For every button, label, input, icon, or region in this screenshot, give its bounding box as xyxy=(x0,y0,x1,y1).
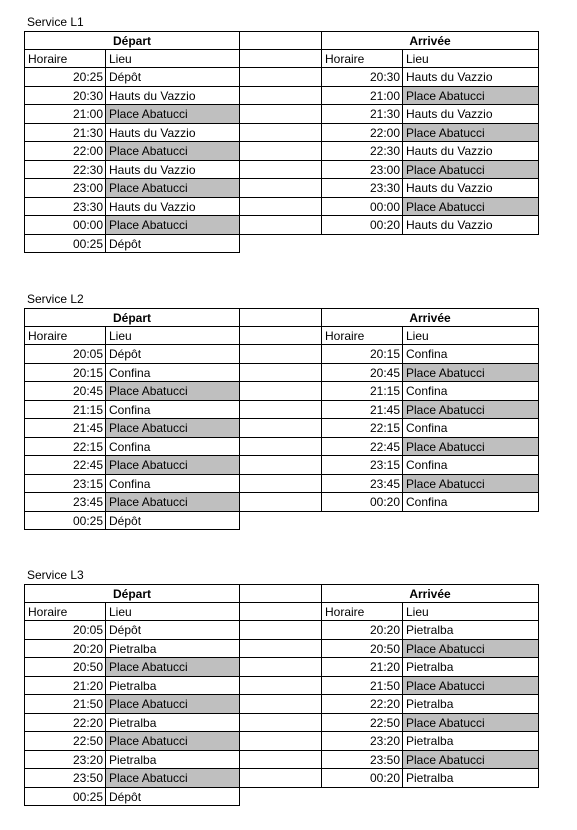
depart-time: 22:00 xyxy=(24,142,105,161)
depart-place: Place Abatucci xyxy=(105,769,240,788)
depart-time: 22:50 xyxy=(24,732,105,751)
arrivee-place: Confina xyxy=(402,382,539,401)
arrivee-place: Hauts du Vazzio xyxy=(402,142,539,161)
arrivee-time: 21:20 xyxy=(321,658,402,677)
depart-time: 20:15 xyxy=(24,364,105,383)
arrivee-place: Pietralba xyxy=(402,769,539,788)
depart-place: Pietralba xyxy=(105,677,240,696)
spacer-cell xyxy=(240,584,321,603)
depart-place: Confina xyxy=(105,438,240,457)
arrivee-place: Confina xyxy=(402,456,539,475)
depart-time: 00:25 xyxy=(24,512,105,531)
spacer-cell xyxy=(240,419,321,438)
arrivee-time: 00:20 xyxy=(321,769,402,788)
arrivee-place: Hauts du Vazzio xyxy=(402,216,539,235)
service-title: Service L2 xyxy=(27,292,84,306)
arrivee-place: Pietralba xyxy=(402,695,539,714)
service-title: Service L1 xyxy=(27,15,84,29)
depart-place: Dépôt xyxy=(105,788,240,807)
depart-time: 20:05 xyxy=(24,345,105,364)
col-lieu: Lieu xyxy=(402,603,539,622)
spacer-cell xyxy=(240,105,321,124)
depart-place: Dépôt xyxy=(105,235,240,254)
col-horaire: Horaire xyxy=(321,50,402,69)
depart-time: 23:50 xyxy=(24,769,105,788)
spacer-cell xyxy=(240,142,321,161)
arrivee-place: Pietralba xyxy=(402,658,539,677)
spacer-cell xyxy=(240,87,321,106)
arrivee-time: 21:50 xyxy=(321,677,402,696)
arrivee-header: Arrivée xyxy=(321,308,539,327)
arrivee-time: 22:30 xyxy=(321,142,402,161)
spacer-cell xyxy=(240,475,321,494)
arrivee-time: 20:15 xyxy=(321,345,402,364)
spacer-cell xyxy=(240,677,321,696)
depart-place: Place Abatucci xyxy=(105,456,240,475)
arrivee-place: Place Abatucci xyxy=(402,677,539,696)
arrivee-place: Place Abatucci xyxy=(402,438,539,457)
col-horaire: Horaire xyxy=(24,603,105,622)
depart-place: Place Abatucci xyxy=(105,105,240,124)
depart-time: 00:00 xyxy=(24,216,105,235)
arrivee-place: Confina xyxy=(402,493,539,512)
arrivee-place: Place Abatucci xyxy=(402,714,539,733)
spacer-cell xyxy=(240,732,321,751)
depart-header: Départ xyxy=(24,308,240,327)
col-horaire: Horaire xyxy=(321,327,402,346)
arrivee-time: 23:15 xyxy=(321,456,402,475)
depart-time: 21:00 xyxy=(24,105,105,124)
arrivee-time: 20:45 xyxy=(321,364,402,383)
arrivee-time: 21:30 xyxy=(321,105,402,124)
col-horaire: Horaire xyxy=(321,603,402,622)
arrivee-place: Place Abatucci xyxy=(402,751,539,770)
depart-header: Départ xyxy=(24,31,240,50)
col-lieu: Lieu xyxy=(402,327,539,346)
arrivee-time: 00:20 xyxy=(321,493,402,512)
arrivee-header: Arrivée xyxy=(321,31,539,50)
depart-place: Place Abatucci xyxy=(105,732,240,751)
depart-time: 00:25 xyxy=(24,235,105,254)
spacer-cell xyxy=(240,751,321,770)
arrivee-time: 23:00 xyxy=(321,161,402,180)
col-lieu: Lieu xyxy=(105,327,240,346)
arrivee-time: 00:20 xyxy=(321,216,402,235)
arrivee-place: Confina xyxy=(402,345,539,364)
col-lieu: Lieu xyxy=(105,50,240,69)
depart-time: 21:45 xyxy=(24,419,105,438)
spacer-cell xyxy=(240,695,321,714)
depart-place: Dépôt xyxy=(105,345,240,364)
depart-time: 00:25 xyxy=(24,788,105,807)
spacer-cell xyxy=(240,401,321,420)
arrivee-header: Arrivée xyxy=(321,584,539,603)
spacer-cell xyxy=(240,640,321,659)
depart-place: Pietralba xyxy=(105,714,240,733)
depart-time: 22:15 xyxy=(24,438,105,457)
arrivee-time: 22:00 xyxy=(321,124,402,143)
arrivee-place: Place Abatucci xyxy=(402,364,539,383)
depart-time: 21:50 xyxy=(24,695,105,714)
spacer-cell xyxy=(240,124,321,143)
depart-time: 23:45 xyxy=(24,493,105,512)
depart-time: 23:15 xyxy=(24,475,105,494)
spacer-cell xyxy=(240,364,321,383)
arrivee-place: Confina xyxy=(402,419,539,438)
arrivee-place: Place Abatucci xyxy=(402,475,539,494)
arrivee-time: 21:15 xyxy=(321,382,402,401)
depart-place: Place Abatucci xyxy=(105,179,240,198)
spacer-cell xyxy=(240,382,321,401)
arrivee-time: 20:50 xyxy=(321,640,402,659)
depart-header: Départ xyxy=(24,584,240,603)
arrivee-time: 23:50 xyxy=(321,751,402,770)
depart-time: 20:20 xyxy=(24,640,105,659)
arrivee-time: 23:20 xyxy=(321,732,402,751)
spacer-cell xyxy=(240,714,321,733)
col-horaire: Horaire xyxy=(24,327,105,346)
depart-place: Place Abatucci xyxy=(105,493,240,512)
spacer-cell xyxy=(240,161,321,180)
arrivee-time: 20:20 xyxy=(321,621,402,640)
spacer-cell xyxy=(240,31,321,50)
spacer-cell xyxy=(240,438,321,457)
col-horaire: Horaire xyxy=(24,50,105,69)
arrivee-place: Place Abatucci xyxy=(402,124,539,143)
depart-place: Place Abatucci xyxy=(105,695,240,714)
depart-place: Confina xyxy=(105,401,240,420)
arrivee-time: 22:15 xyxy=(321,419,402,438)
arrivee-place: Hauts du Vazzio xyxy=(402,179,539,198)
depart-time: 20:30 xyxy=(24,87,105,106)
depart-time: 21:20 xyxy=(24,677,105,696)
spacer-cell xyxy=(240,456,321,475)
arrivee-time: 21:00 xyxy=(321,87,402,106)
depart-place: Dépôt xyxy=(105,512,240,531)
depart-place: Hauts du Vazzio xyxy=(105,124,240,143)
depart-place: Place Abatucci xyxy=(105,658,240,677)
arrivee-place: Place Abatucci xyxy=(402,640,539,659)
spacer-cell xyxy=(240,68,321,87)
depart-place: Place Abatucci xyxy=(105,216,240,235)
depart-place: Hauts du Vazzio xyxy=(105,87,240,106)
depart-time: 21:30 xyxy=(24,124,105,143)
depart-place: Hauts du Vazzio xyxy=(105,161,240,180)
depart-place: Pietralba xyxy=(105,751,240,770)
depart-place: Pietralba xyxy=(105,640,240,659)
arrivee-place: Hauts du Vazzio xyxy=(402,105,539,124)
depart-time: 20:45 xyxy=(24,382,105,401)
spacer-cell xyxy=(240,493,321,512)
depart-place: Confina xyxy=(105,364,240,383)
spacer-cell xyxy=(240,658,321,677)
depart-time: 20:50 xyxy=(24,658,105,677)
depart-place: Place Abatucci xyxy=(105,382,240,401)
spacer-cell xyxy=(240,308,321,327)
depart-time: 20:25 xyxy=(24,68,105,87)
service-title: Service L3 xyxy=(27,568,84,582)
depart-place: Hauts du Vazzio xyxy=(105,198,240,217)
depart-time: 23:00 xyxy=(24,179,105,198)
depart-time: 22:30 xyxy=(24,161,105,180)
depart-time: 22:45 xyxy=(24,456,105,475)
arrivee-time: 20:30 xyxy=(321,68,402,87)
spacer-cell xyxy=(240,621,321,640)
arrivee-time: 22:50 xyxy=(321,714,402,733)
spacer-cell xyxy=(240,216,321,235)
arrivee-place: Place Abatucci xyxy=(402,161,539,180)
depart-place: Place Abatucci xyxy=(105,419,240,438)
depart-place: Dépôt xyxy=(105,621,240,640)
spacer-cell xyxy=(240,345,321,364)
arrivee-place: Pietralba xyxy=(402,732,539,751)
arrivee-time: 23:45 xyxy=(321,475,402,494)
arrivee-place: Place Abatucci xyxy=(402,401,539,420)
spacer-cell xyxy=(240,327,321,346)
arrivee-time: 00:00 xyxy=(321,198,402,217)
col-lieu: Lieu xyxy=(105,603,240,622)
arrivee-time: 23:30 xyxy=(321,179,402,198)
depart-time: 21:15 xyxy=(24,401,105,420)
depart-place: Confina xyxy=(105,475,240,494)
arrivee-time: 22:20 xyxy=(321,695,402,714)
arrivee-place: Place Abatucci xyxy=(402,198,539,217)
spacer-cell xyxy=(240,50,321,69)
arrivee-place: Hauts du Vazzio xyxy=(402,68,539,87)
depart-place: Place Abatucci xyxy=(105,142,240,161)
spacer-cell xyxy=(240,603,321,622)
depart-time: 23:30 xyxy=(24,198,105,217)
spacer-cell xyxy=(240,198,321,217)
depart-time: 23:20 xyxy=(24,751,105,770)
spacer-cell xyxy=(240,179,321,198)
arrivee-time: 21:45 xyxy=(321,401,402,420)
depart-time: 20:05 xyxy=(24,621,105,640)
spacer-cell xyxy=(240,769,321,788)
col-lieu: Lieu xyxy=(402,50,539,69)
depart-place: Dépôt xyxy=(105,68,240,87)
arrivee-time: 22:45 xyxy=(321,438,402,457)
arrivee-place: Pietralba xyxy=(402,621,539,640)
arrivee-place: Place Abatucci xyxy=(402,87,539,106)
depart-time: 22:20 xyxy=(24,714,105,733)
